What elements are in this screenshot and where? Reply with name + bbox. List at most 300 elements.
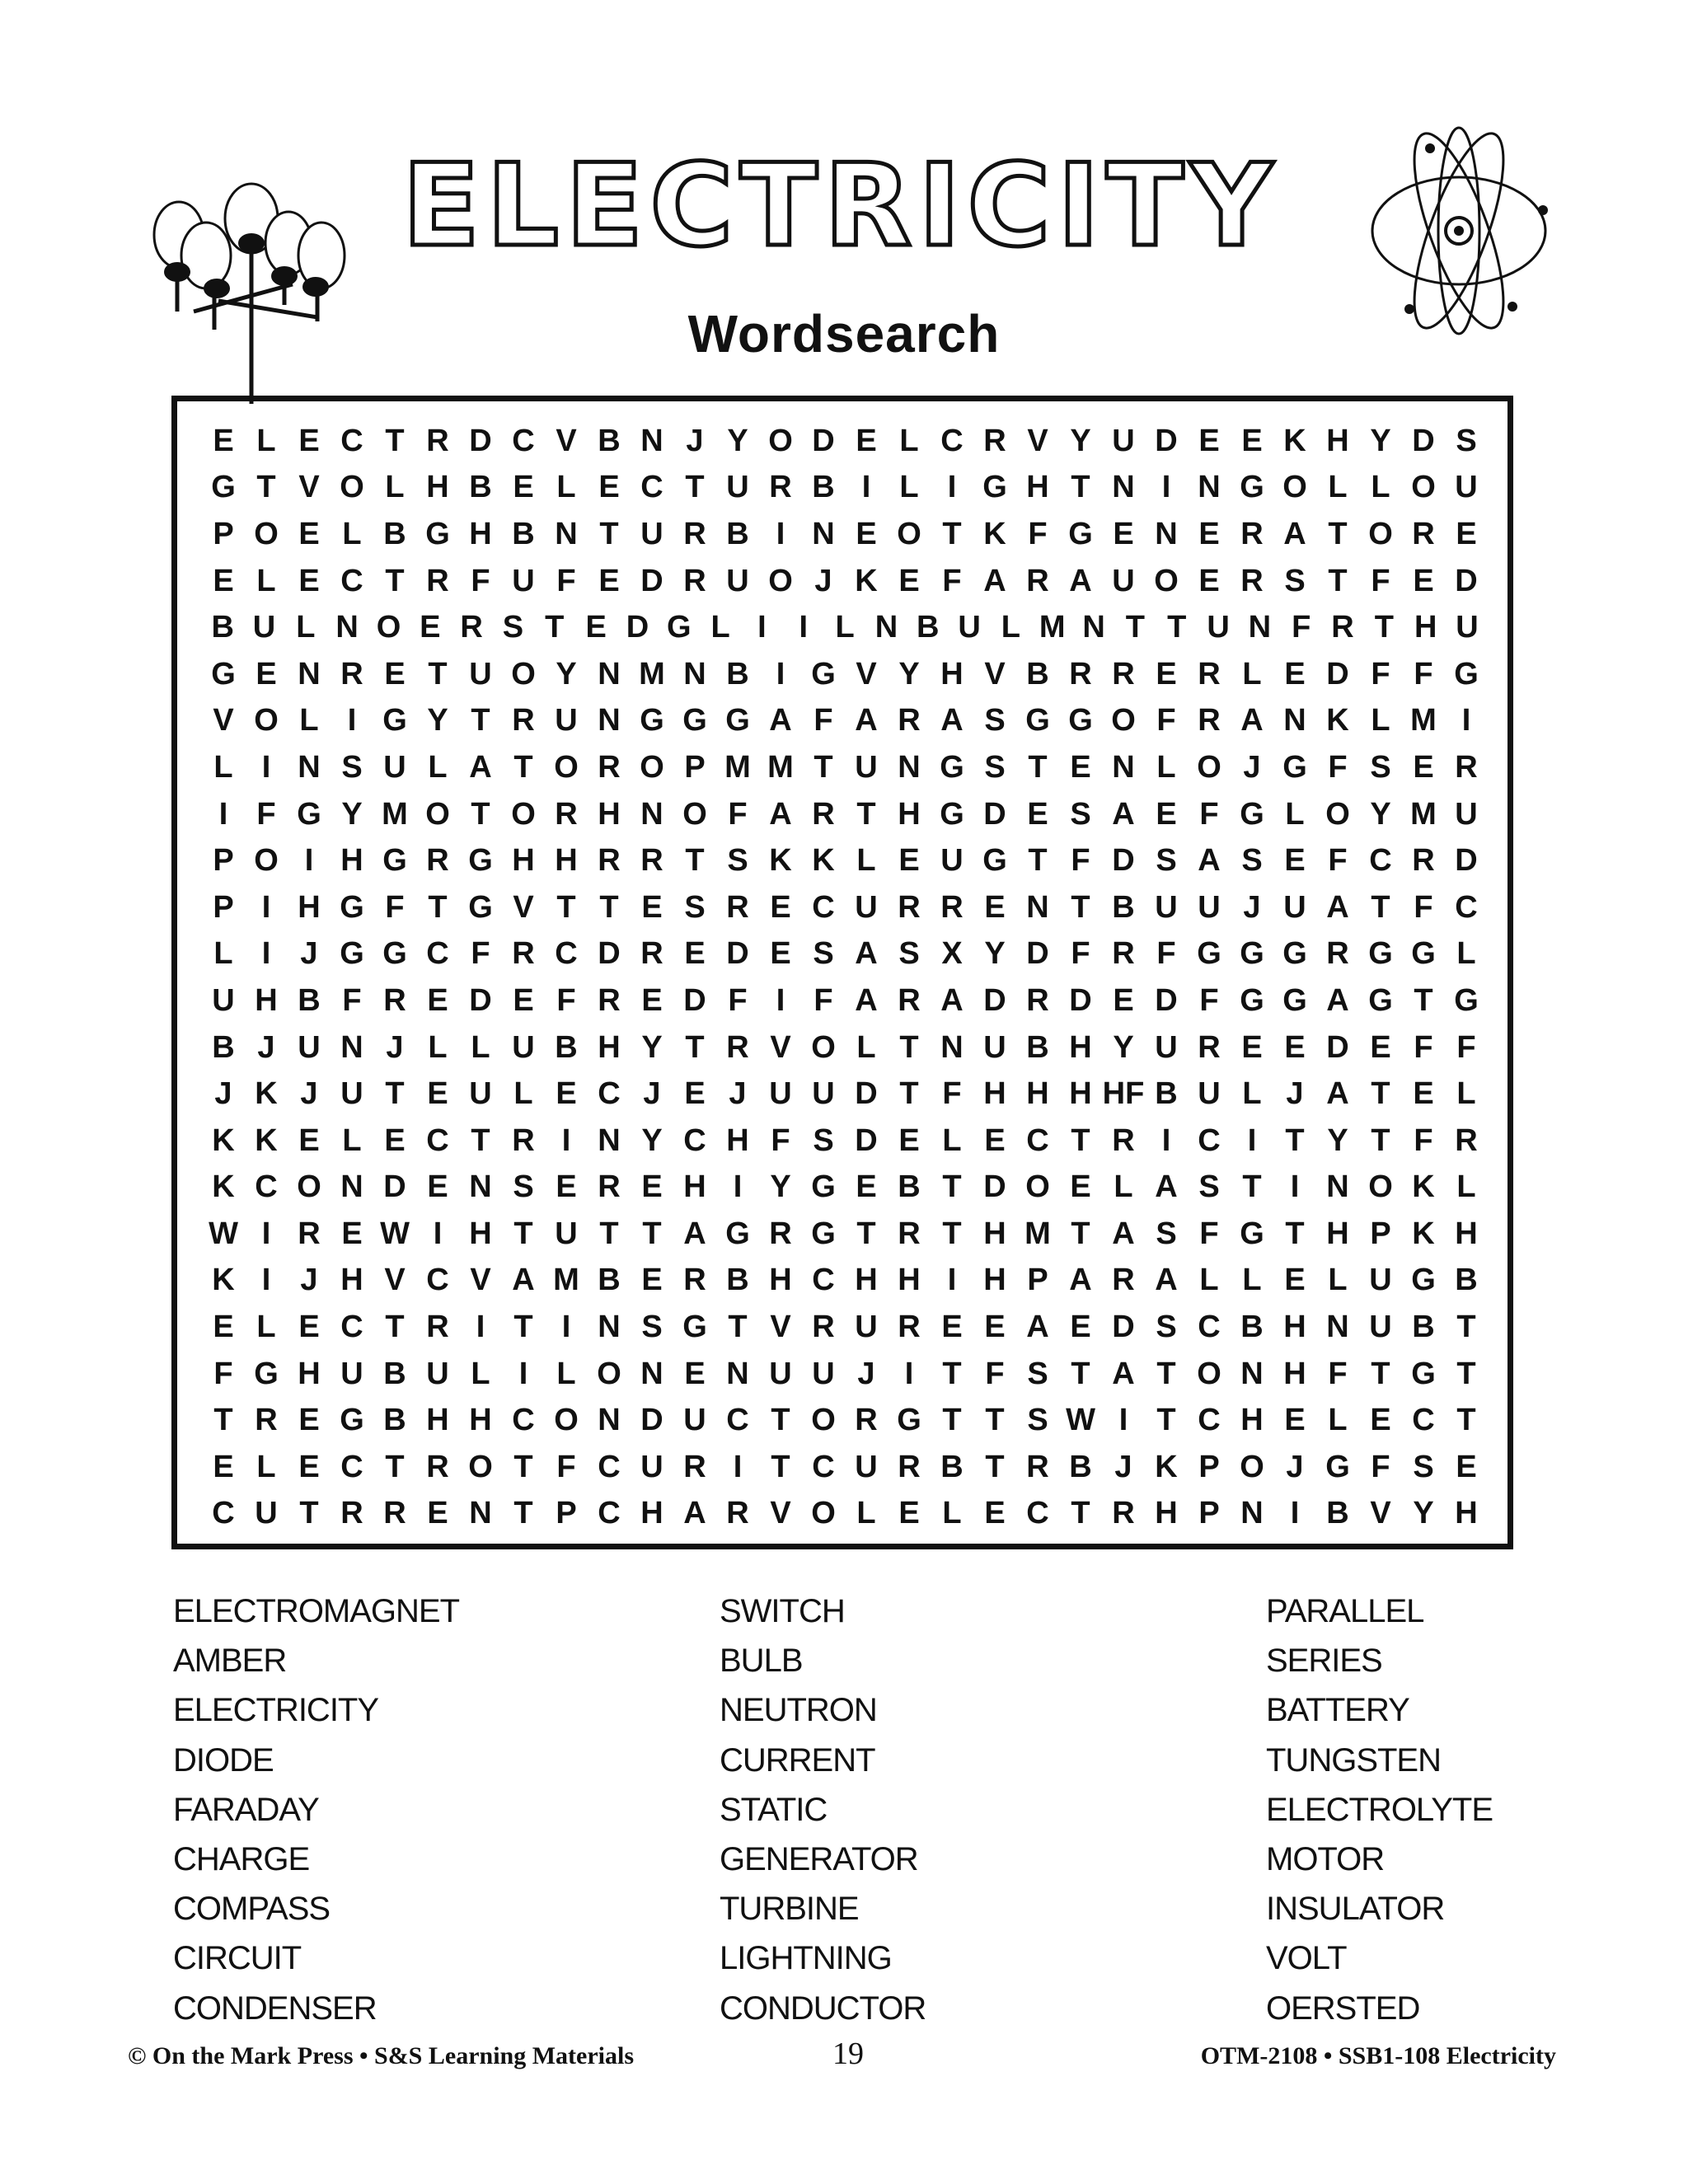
grid-letter[interactable]: U [1283, 889, 1306, 925]
grid-letter[interactable]: O [254, 703, 279, 738]
grid-letter[interactable]: E [213, 1449, 234, 1484]
grid-letter[interactable]: B [812, 470, 835, 505]
grid-letter[interactable]: F [385, 889, 405, 925]
grid-letter[interactable]: F [556, 982, 576, 1018]
grid-letter[interactable]: V [384, 1263, 406, 1298]
grid-letter[interactable]: M [1410, 703, 1437, 738]
grid-letter[interactable]: A [1112, 1216, 1135, 1251]
grid-letter[interactable]: N [1082, 610, 1105, 645]
grid-letter[interactable]: H [1283, 1356, 1306, 1391]
grid-letter[interactable]: E [684, 1076, 706, 1112]
grid-letter[interactable]: T [385, 1449, 405, 1484]
grid-letter[interactable]: H [1414, 610, 1437, 645]
grid-letter[interactable]: U [1369, 1310, 1392, 1345]
grid-letter[interactable]: T [899, 1076, 919, 1112]
grid-letter[interactable]: U [212, 982, 235, 1018]
grid-letter[interactable]: J [729, 1076, 747, 1112]
grid-letter[interactable]: F [1371, 1449, 1390, 1484]
grid-letter[interactable]: T [942, 516, 962, 551]
grid-letter[interactable]: G [1325, 1449, 1350, 1484]
grid-letter[interactable]: P [1198, 1449, 1220, 1484]
grid-letter[interactable]: N [298, 656, 321, 691]
grid-letter[interactable]: L [342, 1122, 362, 1158]
grid-letter[interactable]: A [512, 1263, 535, 1298]
grid-letter[interactable]: C [555, 936, 578, 972]
grid-letter[interactable]: O [1240, 1449, 1264, 1484]
grid-letter[interactable]: T [1071, 1356, 1090, 1391]
grid-letter[interactable]: H [469, 516, 492, 551]
grid-letter[interactable]: R [898, 982, 921, 1018]
grid-letter[interactable]: E [513, 470, 534, 505]
grid-letter[interactable]: C [1369, 843, 1392, 879]
grid-letter[interactable]: N [1240, 1496, 1264, 1531]
grid-letter[interactable]: S [984, 749, 1006, 785]
grid-letter[interactable]: E [298, 423, 320, 458]
grid-letter[interactable]: U [983, 1029, 1006, 1065]
grid-letter[interactable]: N [469, 1169, 492, 1205]
grid-letter[interactable]: R [1112, 1496, 1135, 1531]
grid-letter[interactable]: T [599, 889, 619, 925]
grid-letter[interactable]: G [940, 796, 964, 832]
grid-letter[interactable]: H [1283, 1310, 1306, 1345]
grid-letter[interactable]: U [252, 610, 276, 645]
grid-letter[interactable]: U [340, 1356, 363, 1391]
grid-letter[interactable]: T [385, 1076, 405, 1112]
grid-letter[interactable]: L [1371, 470, 1390, 505]
grid-letter[interactable]: S [1198, 1169, 1220, 1205]
grid-letter[interactable]: A [769, 796, 792, 832]
grid-letter[interactable]: L [1328, 1403, 1348, 1438]
grid-letter[interactable]: G [211, 470, 236, 505]
grid-letter[interactable]: E [1284, 843, 1306, 879]
grid-letter[interactable]: F [471, 936, 490, 972]
grid-letter[interactable]: R [683, 1263, 706, 1298]
grid-letter[interactable]: E [384, 1122, 406, 1158]
grid-letter[interactable]: E [1198, 423, 1220, 458]
grid-letter[interactable]: G [982, 843, 1007, 879]
grid-letter[interactable]: U [769, 1356, 792, 1391]
grid-letter[interactable]: J [386, 1029, 404, 1065]
grid-letter[interactable]: C [1198, 1310, 1221, 1345]
grid-letter[interactable]: F [1199, 796, 1219, 832]
grid-letter[interactable]: A [1240, 703, 1264, 738]
grid-letter[interactable]: U [298, 1029, 321, 1065]
grid-letter[interactable]: F [985, 1356, 1005, 1391]
grid-letter[interactable]: R [1455, 1122, 1478, 1158]
grid-letter[interactable]: V [298, 470, 320, 505]
grid-letter[interactable]: T [856, 1216, 876, 1251]
grid-letter[interactable]: J [257, 1029, 275, 1065]
grid-letter[interactable]: U [512, 563, 535, 598]
grid-letter[interactable]: F [1414, 889, 1433, 925]
grid-letter[interactable]: B [1069, 1449, 1092, 1484]
grid-letter[interactable]: I [1161, 470, 1171, 505]
grid-letter[interactable]: C [640, 470, 663, 505]
grid-letter[interactable]: R [426, 1449, 449, 1484]
grid-letter[interactable]: O [597, 1356, 621, 1391]
grid-letter[interactable]: O [1025, 1169, 1050, 1205]
grid-letter[interactable]: T [942, 1403, 962, 1438]
grid-letter[interactable]: F [1156, 703, 1176, 738]
grid-letter[interactable]: F [1156, 936, 1176, 972]
grid-letter[interactable]: R [640, 936, 663, 972]
grid-letter[interactable]: R [426, 423, 449, 458]
grid-letter[interactable]: E [641, 889, 663, 925]
grid-letter[interactable]: T [985, 1403, 1005, 1438]
grid-letter[interactable]: A [1112, 796, 1135, 832]
grid-letter[interactable]: G [340, 889, 364, 925]
grid-letter[interactable]: G [1411, 936, 1436, 972]
grid-letter[interactable]: E [1241, 423, 1263, 458]
grid-letter[interactable]: G [725, 703, 750, 738]
grid-letter[interactable]: M [553, 1263, 579, 1298]
grid-letter[interactable]: T [728, 1310, 748, 1345]
grid-letter[interactable]: E [298, 1122, 320, 1158]
grid-letter[interactable]: E [856, 423, 877, 458]
grid-letter[interactable]: A [1026, 1310, 1049, 1345]
grid-letter[interactable]: E [898, 1122, 920, 1158]
grid-letter[interactable]: I [1161, 1122, 1171, 1158]
grid-letter[interactable]: H [983, 1263, 1006, 1298]
grid-letter[interactable]: U [855, 1449, 878, 1484]
grid-letter[interactable]: E [1156, 656, 1177, 691]
grid-letter[interactable]: R [340, 1496, 363, 1531]
grid-letter[interactable]: H [1026, 1076, 1049, 1112]
grid-letter[interactable]: D [383, 1169, 406, 1205]
grid-letter[interactable]: D [1155, 423, 1178, 458]
grid-letter[interactable]: L [342, 516, 362, 551]
grid-letter[interactable]: F [1328, 749, 1348, 785]
grid-letter[interactable]: E [898, 563, 920, 598]
grid-letter[interactable]: E [1027, 796, 1048, 832]
grid-letter[interactable]: I [476, 1310, 485, 1345]
grid-letter[interactable]: G [1454, 982, 1479, 1018]
grid-letter[interactable]: U [855, 749, 878, 785]
grid-letter[interactable]: R [1112, 936, 1135, 972]
grid-letter[interactable]: R [769, 1216, 792, 1251]
grid-letter[interactable]: T [1456, 1356, 1476, 1391]
grid-letter[interactable]: I [261, 889, 271, 925]
grid-letter[interactable]: R [726, 1496, 749, 1531]
grid-letter[interactable]: Y [1370, 423, 1391, 458]
grid-letter[interactable]: D [1455, 563, 1478, 598]
grid-letter[interactable]: N [469, 1496, 492, 1531]
grid-letter[interactable]: E [1113, 982, 1134, 1018]
grid-letter[interactable]: T [1071, 470, 1090, 505]
grid-letter[interactable]: I [218, 796, 228, 832]
grid-letter[interactable]: H [598, 796, 621, 832]
grid-letter[interactable]: U [726, 470, 749, 505]
grid-letter[interactable]: I [261, 936, 271, 972]
grid-letter[interactable]: E [1070, 1169, 1091, 1205]
grid-letter[interactable]: K [255, 1076, 278, 1112]
grid-letter[interactable]: F [814, 703, 833, 738]
grid-letter[interactable]: U [812, 1356, 835, 1391]
grid-letter[interactable]: E [213, 1310, 234, 1345]
grid-letter[interactable]: E [598, 563, 620, 598]
grid-letter[interactable]: G [297, 796, 321, 832]
grid-letter[interactable]: H [340, 843, 363, 879]
grid-letter[interactable]: E [941, 1310, 963, 1345]
grid-letter[interactable]: O [1197, 749, 1221, 785]
grid-letter[interactable]: M [382, 796, 408, 832]
grid-letter[interactable]: A [1112, 1356, 1135, 1391]
grid-letter[interactable]: E [1156, 796, 1177, 832]
grid-letter[interactable]: A [683, 1216, 706, 1251]
grid-letter[interactable]: U [512, 1029, 535, 1065]
grid-letter[interactable]: S [1027, 1356, 1048, 1391]
grid-letter[interactable]: V [1027, 423, 1048, 458]
grid-letter[interactable]: T [471, 796, 490, 832]
grid-letter[interactable]: S [1156, 843, 1177, 879]
grid-letter[interactable]: I [799, 610, 809, 645]
grid-letter[interactable]: I [261, 749, 271, 785]
grid-letter[interactable]: Y [1113, 1029, 1134, 1065]
grid-letter[interactable]: Y [341, 796, 363, 832]
grid-letter[interactable]: I [861, 470, 871, 505]
grid-letter[interactable]: D [1326, 656, 1349, 691]
grid-letter[interactable]: T [1371, 1356, 1390, 1391]
grid-letter[interactable]: G [811, 1169, 836, 1205]
grid-letter[interactable]: O [682, 796, 707, 832]
grid-letter[interactable]: B [383, 1403, 406, 1438]
grid-letter[interactable]: T [513, 1496, 533, 1531]
grid-letter[interactable]: K [1155, 1449, 1178, 1484]
grid-letter[interactable]: N [683, 656, 706, 691]
grid-letter[interactable]: N [340, 1029, 363, 1065]
grid-letter[interactable]: E [556, 1169, 577, 1205]
grid-letter[interactable]: L [1285, 796, 1305, 832]
grid-letter[interactable]: T [471, 1122, 490, 1158]
grid-letter[interactable]: G [1282, 749, 1307, 785]
grid-letter[interactable]: T [942, 1356, 962, 1391]
grid-letter[interactable]: K [212, 1122, 235, 1158]
grid-letter[interactable]: F [1028, 516, 1048, 551]
grid-letter[interactable]: R [726, 889, 749, 925]
grid-letter[interactable]: E [1241, 1029, 1263, 1065]
grid-letter[interactable]: C [812, 889, 835, 925]
grid-letter[interactable]: L [1001, 610, 1020, 645]
grid-letter[interactable]: B [1155, 1076, 1178, 1112]
grid-letter[interactable]: J [857, 1356, 875, 1391]
grid-letter[interactable]: E [1284, 656, 1306, 691]
grid-letter[interactable]: HF [1102, 1076, 1145, 1112]
grid-letter[interactable]: H [1326, 423, 1349, 458]
grid-letter[interactable]: G [940, 749, 964, 785]
grid-letter[interactable]: C [340, 423, 363, 458]
grid-letter[interactable]: E [1198, 516, 1220, 551]
grid-letter[interactable]: C [340, 1449, 363, 1484]
grid-letter[interactable]: L [1456, 936, 1476, 972]
grid-letter[interactable]: O [254, 516, 279, 551]
grid-letter[interactable]: S [898, 936, 920, 972]
grid-letter[interactable]: F [1414, 1029, 1433, 1065]
grid-letter[interactable]: L [942, 1496, 962, 1531]
grid-letter[interactable]: D [598, 936, 621, 972]
grid-letter[interactable]: F [1328, 843, 1348, 879]
grid-letter[interactable]: U [1207, 610, 1230, 645]
grid-letter[interactable]: R [1112, 1122, 1135, 1158]
grid-letter[interactable]: R [1026, 982, 1049, 1018]
grid-letter[interactable]: W [380, 1216, 410, 1251]
grid-letter[interactable]: F [1456, 1029, 1476, 1065]
grid-letter[interactable]: E [641, 1169, 663, 1205]
grid-letter[interactable]: T [1071, 1216, 1090, 1251]
grid-letter[interactable]: U [683, 1403, 706, 1438]
grid-letter[interactable]: L [856, 843, 876, 879]
grid-letter[interactable]: D [1112, 843, 1135, 879]
grid-letter[interactable]: O [1154, 563, 1179, 598]
grid-letter[interactable]: S [1413, 1449, 1434, 1484]
grid-letter[interactable]: R [983, 423, 1006, 458]
grid-letter[interactable]: Y [727, 423, 748, 458]
grid-letter[interactable]: A [1155, 1263, 1178, 1298]
grid-letter[interactable]: D [1069, 982, 1092, 1018]
grid-letter[interactable]: E [1070, 749, 1091, 785]
grid-letter[interactable]: H [426, 1403, 449, 1438]
grid-letter[interactable]: B [1240, 1310, 1264, 1345]
grid-letter[interactable]: N [640, 423, 663, 458]
grid-letter[interactable]: P [556, 1496, 577, 1531]
grid-letter[interactable]: H [555, 843, 578, 879]
grid-letter[interactable]: L [856, 1029, 876, 1065]
grid-letter[interactable]: E [298, 1449, 320, 1484]
grid-letter[interactable]: G [1240, 1216, 1264, 1251]
grid-letter[interactable]: N [555, 516, 578, 551]
grid-letter[interactable]: T [428, 889, 448, 925]
grid-letter[interactable]: E [1284, 1263, 1306, 1298]
grid-letter[interactable]: C [255, 1169, 278, 1205]
grid-letter[interactable]: C [598, 1496, 621, 1531]
grid-letter[interactable]: E [898, 843, 920, 879]
grid-letter[interactable]: H [640, 1496, 663, 1531]
grid-letter[interactable]: T [985, 1449, 1005, 1484]
grid-letter[interactable]: E [341, 1216, 363, 1251]
grid-letter[interactable]: M [724, 749, 751, 785]
grid-letter[interactable]: L [1456, 1169, 1476, 1205]
grid-letter[interactable]: B [917, 610, 940, 645]
grid-letter[interactable]: U [383, 749, 406, 785]
grid-letter[interactable]: F [556, 1449, 576, 1484]
grid-letter[interactable]: O [254, 843, 279, 879]
grid-letter[interactable]: T [213, 1403, 233, 1438]
grid-letter[interactable]: O [297, 1169, 321, 1205]
grid-letter[interactable]: F [1414, 656, 1433, 691]
grid-letter[interactable]: S [984, 703, 1006, 738]
grid-letter[interactable]: L [213, 936, 233, 972]
grid-letter[interactable]: R [898, 1310, 921, 1345]
grid-letter[interactable]: U [855, 1310, 878, 1345]
grid-letter[interactable]: O [640, 749, 664, 785]
grid-letter[interactable]: R [340, 656, 363, 691]
grid-letter[interactable]: E [598, 470, 620, 505]
grid-letter[interactable]: R [683, 516, 706, 551]
grid-letter[interactable]: R [298, 1216, 321, 1251]
grid-letter[interactable]: T [1371, 889, 1390, 925]
grid-letter[interactable]: O [1282, 470, 1307, 505]
grid-letter[interactable]: J [1243, 889, 1261, 925]
grid-letter[interactable]: T [1285, 1122, 1305, 1158]
grid-letter[interactable]: L [1242, 1263, 1262, 1298]
grid-letter[interactable]: E [1413, 749, 1434, 785]
grid-letter[interactable]: N [598, 1122, 621, 1158]
grid-letter[interactable]: B [383, 1356, 406, 1391]
grid-letter[interactable]: R [383, 982, 406, 1018]
grid-letter[interactable]: L [710, 610, 730, 645]
grid-letter[interactable]: G [340, 936, 364, 972]
grid-letter[interactable]: U [1155, 889, 1178, 925]
grid-letter[interactable]: G [382, 703, 407, 738]
grid-letter[interactable]: C [426, 1263, 449, 1298]
grid-letter[interactable]: L [899, 423, 919, 458]
grid-letter[interactable]: K [812, 843, 835, 879]
grid-letter[interactable]: Y [641, 1122, 663, 1158]
grid-letter[interactable]: D [855, 1122, 878, 1158]
grid-letter[interactable]: G [468, 889, 493, 925]
grid-letter[interactable]: T [299, 1496, 319, 1531]
grid-letter[interactable]: J [300, 1263, 318, 1298]
grid-letter[interactable]: E [1284, 1029, 1306, 1065]
grid-letter[interactable]: H [1455, 1216, 1478, 1251]
grid-letter[interactable]: U [1198, 889, 1221, 925]
grid-letter[interactable]: G [897, 1403, 921, 1438]
grid-letter[interactable]: I [304, 843, 314, 879]
grid-letter[interactable]: R [383, 1496, 406, 1531]
grid-letter[interactable]: G [1411, 1356, 1436, 1391]
grid-letter[interactable]: V [770, 1029, 791, 1065]
grid-letter[interactable]: E [298, 1403, 320, 1438]
grid-letter[interactable]: L [556, 470, 576, 505]
grid-letter[interactable]: R [1198, 703, 1221, 738]
grid-letter[interactable]: Y [898, 656, 920, 691]
grid-letter[interactable]: I [1461, 703, 1471, 738]
grid-letter[interactable]: R [426, 563, 449, 598]
grid-letter[interactable]: T [685, 470, 705, 505]
grid-letter[interactable]: R [512, 1122, 535, 1158]
grid-letter[interactable]: R [598, 1169, 621, 1205]
grid-letter[interactable]: G [682, 703, 707, 738]
grid-letter[interactable]: M [1039, 610, 1066, 645]
grid-letter[interactable]: O [554, 749, 579, 785]
grid-letter[interactable]: N [1198, 470, 1221, 505]
grid-letter[interactable]: T [471, 703, 490, 738]
grid-letter[interactable]: U [555, 703, 578, 738]
grid-letter[interactable]: W [209, 1216, 238, 1251]
grid-letter[interactable]: R [898, 703, 921, 738]
grid-letter[interactable]: V [770, 1310, 791, 1345]
grid-letter[interactable]: A [1155, 1169, 1178, 1205]
grid-letter[interactable]: B [298, 982, 321, 1018]
grid-letter[interactable]: U [958, 610, 981, 645]
grid-letter[interactable]: N [640, 796, 663, 832]
grid-letter[interactable]: G [1197, 936, 1221, 972]
grid-letter[interactable]: O [376, 610, 401, 645]
grid-letter[interactable]: B [1026, 656, 1049, 691]
grid-letter[interactable]: V [513, 889, 534, 925]
grid-letter[interactable]: S [1027, 1403, 1048, 1438]
grid-letter[interactable]: G [340, 1403, 364, 1438]
grid-letter[interactable]: R [1326, 936, 1349, 972]
grid-letter[interactable]: E [1198, 563, 1220, 598]
grid-letter[interactable]: F [213, 1356, 233, 1391]
grid-letter[interactable]: A [855, 936, 878, 972]
grid-letter[interactable]: R [898, 889, 921, 925]
grid-letter[interactable]: B [211, 610, 234, 645]
grid-letter[interactable]: U [640, 1449, 663, 1484]
grid-letter[interactable]: R [855, 1403, 878, 1438]
grid-letter[interactable]: F [556, 563, 576, 598]
grid-letter[interactable]: R [255, 1403, 278, 1438]
